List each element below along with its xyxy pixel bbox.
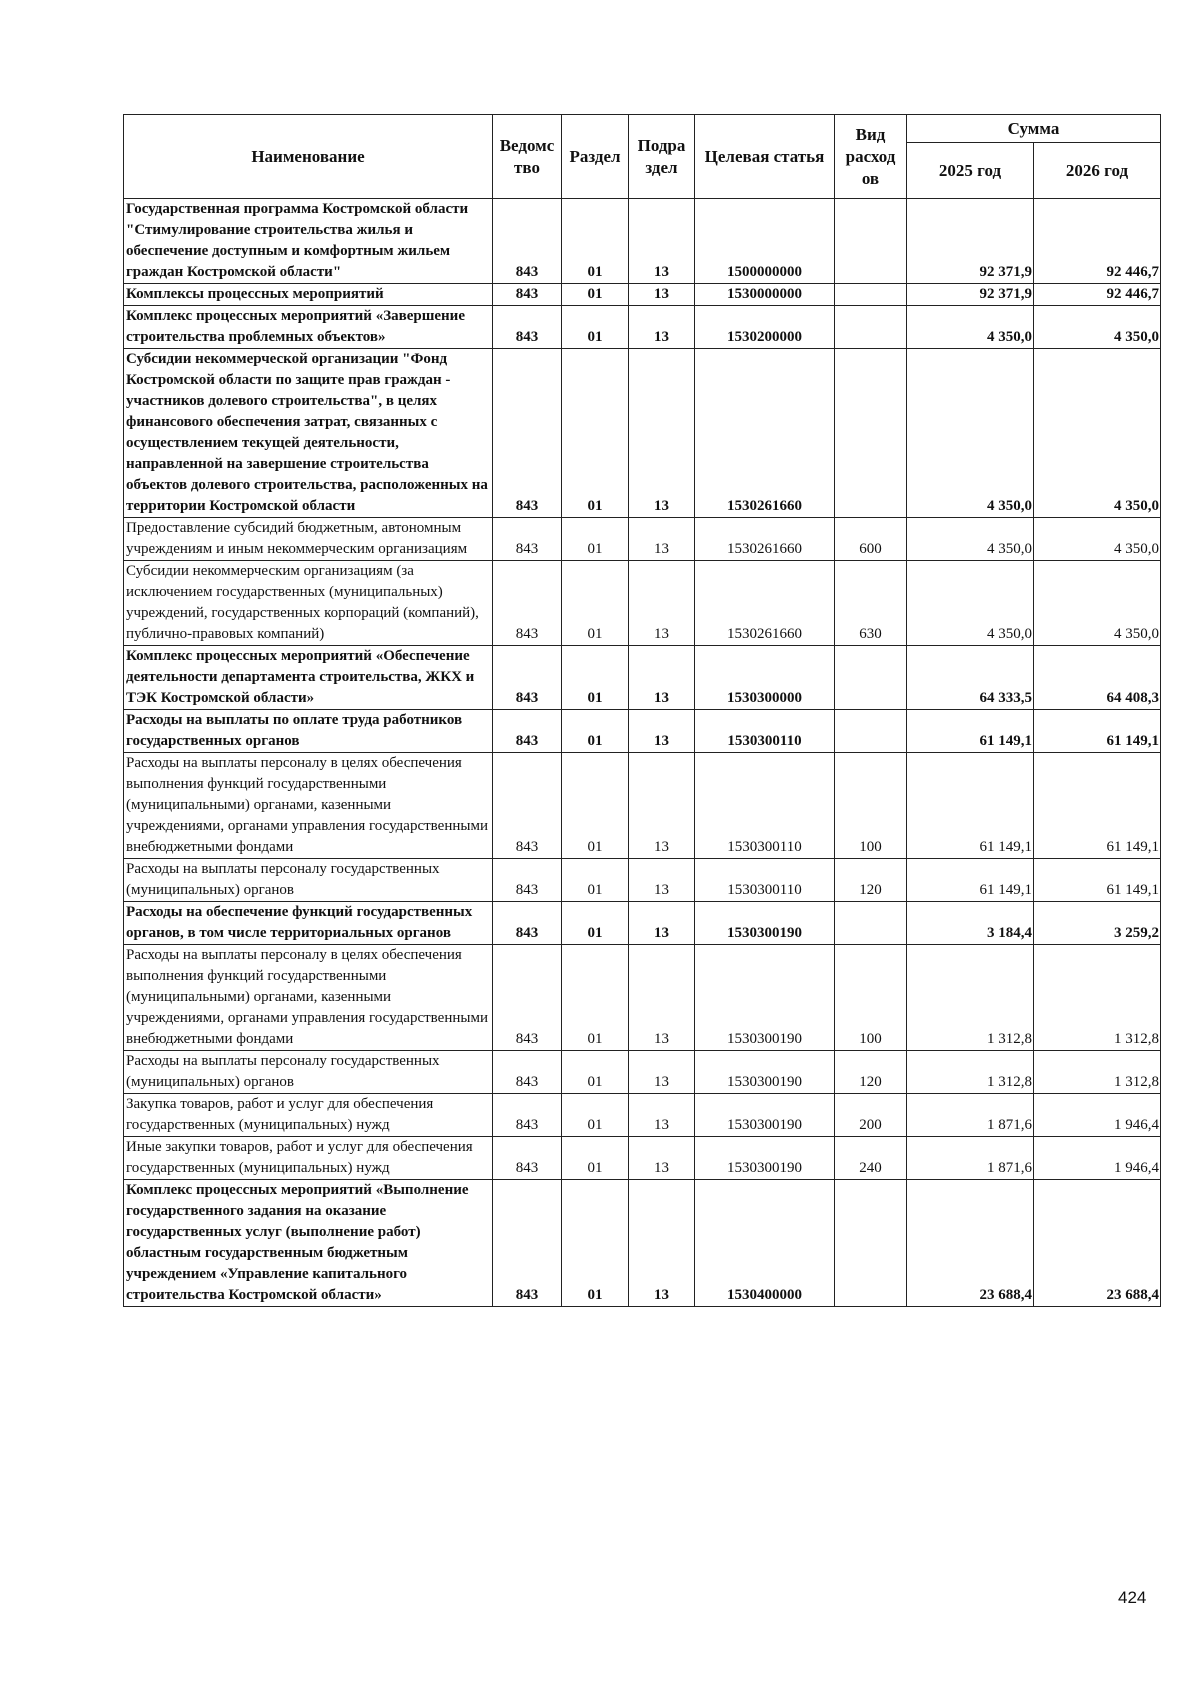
cell-target: 1530000000 <box>695 284 835 306</box>
cell-dept: 843 <box>493 710 562 753</box>
table-row <box>124 1094 1161 1137</box>
cell-sum-2025: 92 371,9 <box>907 284 1034 306</box>
cell-expense-type: 240 <box>835 1137 907 1180</box>
cell-dept: 843 <box>493 945 562 1051</box>
cell-subsection: 13 <box>629 306 695 349</box>
cell-name: Расходы на обеспечение функций государственных органов, в том числе территориальных органов <box>124 902 493 945</box>
cell-sum-2025: 4 350,0 <box>907 349 1034 518</box>
cell-sum-2025: 4 350,0 <box>907 561 1034 646</box>
cell-target: 1530261660 <box>695 561 835 646</box>
cell-subsection: 13 <box>629 199 695 284</box>
cell-name: Иные закупки товаров, работ и услуг для обеспечения государственных (муниципальных) нужд <box>124 1137 493 1180</box>
table-row <box>124 1137 1161 1180</box>
cell-expense-type: 200 <box>835 1094 907 1137</box>
header-subsection: Подра здел <box>629 115 695 199</box>
cell-dept: 843 <box>493 753 562 859</box>
header-target: Целевая статья <box>695 115 835 199</box>
cell-section: 01 <box>562 349 629 518</box>
cell-target: 1530300190 <box>695 945 835 1051</box>
cell-target: 1530300110 <box>695 859 835 902</box>
cell-sum-2026: 92 446,7 <box>1034 284 1161 306</box>
cell-sum-2026: 61 149,1 <box>1034 710 1161 753</box>
cell-sum-2025: 4 350,0 <box>907 518 1034 561</box>
cell-sum-2025: 3 184,4 <box>907 902 1034 945</box>
table-row <box>124 284 1161 306</box>
cell-section: 01 <box>562 945 629 1051</box>
page-number: 424 <box>1118 1588 1147 1607</box>
cell-subsection: 13 <box>629 561 695 646</box>
cell-expense-type: 120 <box>835 859 907 902</box>
cell-sum-2026: 92 446,7 <box>1034 199 1161 284</box>
cell-section: 01 <box>562 753 629 859</box>
header-year-2025: 2025 год <box>907 143 1034 199</box>
cell-dept: 843 <box>493 349 562 518</box>
table-row <box>124 859 1161 902</box>
cell-expense-type <box>835 646 907 710</box>
cell-target: 1530300000 <box>695 646 835 710</box>
cell-sum-2025: 1 871,6 <box>907 1094 1034 1137</box>
cell-sum-2026: 1 312,8 <box>1034 1051 1161 1094</box>
cell-target: 1500000000 <box>695 199 835 284</box>
cell-sum-2025: 64 333,5 <box>907 646 1034 710</box>
cell-expense-type <box>835 1180 907 1307</box>
header-name: Наименование <box>124 115 493 199</box>
table-header <box>124 115 1161 199</box>
cell-section: 01 <box>562 284 629 306</box>
cell-name: Субсидии некоммерческой организации "Фонд Костромской области по защите прав граждан - участников долевого строительства", в целях финансового обеспечения затрат, связанных с осуществлением текущей деятельности, направленной на завершение строительства объектов долевого строительства, расположенных на территории Костромской области <box>124 349 493 518</box>
cell-sum-2026: 3 259,2 <box>1034 902 1161 945</box>
cell-target: 1530300110 <box>695 710 835 753</box>
table-body <box>124 199 1161 1307</box>
cell-dept: 843 <box>493 199 562 284</box>
cell-name: Комплексы процессных мероприятий <box>124 284 493 306</box>
cell-expense-type <box>835 710 907 753</box>
cell-dept: 843 <box>493 902 562 945</box>
cell-expense-type: 100 <box>835 945 907 1051</box>
cell-subsection: 13 <box>629 902 695 945</box>
cell-expense-type: 100 <box>835 753 907 859</box>
header-section: Раздел <box>562 115 629 199</box>
header-dept: Ведомс тво <box>493 115 562 199</box>
cell-target: 1530300110 <box>695 753 835 859</box>
cell-subsection: 13 <box>629 710 695 753</box>
cell-name: Субсидии некоммерческим организациям (за исключением государственных (муниципальных) учреждений, государственных корпораций (компаний), публично-правовых компаний) <box>124 561 493 646</box>
cell-dept: 843 <box>493 306 562 349</box>
cell-sum-2025: 4 350,0 <box>907 306 1034 349</box>
cell-sum-2026: 64 408,3 <box>1034 646 1161 710</box>
cell-expense-type: 600 <box>835 518 907 561</box>
cell-target: 1530200000 <box>695 306 835 349</box>
cell-subsection: 13 <box>629 284 695 306</box>
cell-subsection: 13 <box>629 945 695 1051</box>
cell-name: Расходы на выплаты по оплате труда работников государственных органов <box>124 710 493 753</box>
cell-subsection: 13 <box>629 349 695 518</box>
cell-section: 01 <box>562 518 629 561</box>
cell-dept: 843 <box>493 859 562 902</box>
cell-dept: 843 <box>493 518 562 561</box>
cell-dept: 843 <box>493 1051 562 1094</box>
table-row <box>124 753 1161 859</box>
cell-subsection: 13 <box>629 1094 695 1137</box>
table-row <box>124 561 1161 646</box>
table-row <box>124 902 1161 945</box>
cell-target: 1530300190 <box>695 902 835 945</box>
cell-name: Предоставление субсидий бюджетным, автономным учреждениям и иным некоммерческим организациям <box>124 518 493 561</box>
cell-subsection: 13 <box>629 1051 695 1094</box>
cell-name: Государственная программа Костромской области "Стимулирование строительства жилья и обеспечение доступным и комфортным жильем граждан Костромской области" <box>124 199 493 284</box>
cell-dept: 843 <box>493 1094 562 1137</box>
cell-dept: 843 <box>493 646 562 710</box>
cell-sum-2026: 4 350,0 <box>1034 561 1161 646</box>
cell-target: 1530261660 <box>695 518 835 561</box>
cell-sum-2026: 4 350,0 <box>1034 349 1161 518</box>
cell-subsection: 13 <box>629 753 695 859</box>
cell-sum-2026: 1 946,4 <box>1034 1094 1161 1137</box>
cell-section: 01 <box>562 902 629 945</box>
cell-subsection: 13 <box>629 859 695 902</box>
cell-name: Комплекс процессных мероприятий «Завершение строительства проблемных объектов» <box>124 306 493 349</box>
cell-section: 01 <box>562 1180 629 1307</box>
cell-sum-2025: 1 312,8 <box>907 945 1034 1051</box>
cell-name: Расходы на выплаты персоналу в целях обеспечения выполнения функций государственными (муниципальными) органами, казенными учреждениями, органами управления государственными внебюджетными фондами <box>124 753 493 859</box>
table-row <box>124 1180 1161 1307</box>
cell-sum-2026: 61 149,1 <box>1034 753 1161 859</box>
table-row <box>124 1051 1161 1094</box>
cell-sum-2025: 92 371,9 <box>907 199 1034 284</box>
table-row <box>124 306 1161 349</box>
cell-name: Расходы на выплаты персоналу государственных (муниципальных) органов <box>124 1051 493 1094</box>
cell-sum-2025: 61 149,1 <box>907 710 1034 753</box>
cell-sum-2025: 61 149,1 <box>907 859 1034 902</box>
cell-name: Комплекс процессных мероприятий «Выполнение государственного задания на оказание государственных услуг (выполнение работ) областным государственным бюджетным учреждением «Управление капитального строительства Костромской области» <box>124 1180 493 1307</box>
cell-section: 01 <box>562 306 629 349</box>
cell-sum-2026: 23 688,4 <box>1034 1180 1161 1307</box>
cell-sum-2026: 4 350,0 <box>1034 306 1161 349</box>
cell-sum-2025: 1 312,8 <box>907 1051 1034 1094</box>
cell-section: 01 <box>562 1137 629 1180</box>
cell-expense-type <box>835 284 907 306</box>
cell-sum-2026: 1 312,8 <box>1034 945 1161 1051</box>
cell-expense-type <box>835 306 907 349</box>
table-row <box>124 199 1161 284</box>
cell-target: 1530300190 <box>695 1051 835 1094</box>
cell-sum-2025: 61 149,1 <box>907 753 1034 859</box>
table-row <box>124 710 1161 753</box>
table-row <box>124 518 1161 561</box>
cell-sum-2026: 4 350,0 <box>1034 518 1161 561</box>
cell-section: 01 <box>562 710 629 753</box>
cell-section: 01 <box>562 561 629 646</box>
header-sum: Сумма <box>907 115 1161 143</box>
cell-expense-type <box>835 199 907 284</box>
cell-expense-type: 630 <box>835 561 907 646</box>
table-row <box>124 945 1161 1051</box>
cell-name: Расходы на выплаты персоналу в целях обеспечения выполнения функций государственными (муниципальными) органами, казенными учреждениями, органами управления государственными внебюджетными фондами <box>124 945 493 1051</box>
cell-subsection: 13 <box>629 1137 695 1180</box>
cell-name: Расходы на выплаты персоналу государственных (муниципальных) органов <box>124 859 493 902</box>
header-expense-type: Вид расход ов <box>835 115 907 199</box>
header-year-2026: 2026 год <box>1034 143 1161 199</box>
cell-expense-type <box>835 902 907 945</box>
cell-section: 01 <box>562 1094 629 1137</box>
cell-expense-type <box>835 349 907 518</box>
cell-dept: 843 <box>493 284 562 306</box>
cell-dept: 843 <box>493 1180 562 1307</box>
cell-subsection: 13 <box>629 646 695 710</box>
cell-sum-2025: 23 688,4 <box>907 1180 1034 1307</box>
cell-section: 01 <box>562 1051 629 1094</box>
cell-section: 01 <box>562 646 629 710</box>
cell-subsection: 13 <box>629 518 695 561</box>
table-row <box>124 646 1161 710</box>
cell-expense-type: 120 <box>835 1051 907 1094</box>
cell-name: Закупка товаров, работ и услуг для обеспечения государственных (муниципальных) нужд <box>124 1094 493 1137</box>
cell-dept: 843 <box>493 1137 562 1180</box>
cell-subsection: 13 <box>629 1180 695 1307</box>
cell-target: 1530300190 <box>695 1094 835 1137</box>
cell-dept: 843 <box>493 561 562 646</box>
cell-sum-2025: 1 871,6 <box>907 1137 1034 1180</box>
cell-name: Комплекс процессных мероприятий «Обеспечение деятельности департамента строительства, ЖКХ и ТЭК Костромской области» <box>124 646 493 710</box>
cell-target: 1530300190 <box>695 1137 835 1180</box>
cell-target: 1530261660 <box>695 349 835 518</box>
cell-section: 01 <box>562 859 629 902</box>
cell-sum-2026: 61 149,1 <box>1034 859 1161 902</box>
cell-target: 1530400000 <box>695 1180 835 1307</box>
cell-section: 01 <box>562 199 629 284</box>
budget-table <box>123 114 1161 1307</box>
cell-sum-2026: 1 946,4 <box>1034 1137 1161 1180</box>
table-row <box>124 349 1161 518</box>
